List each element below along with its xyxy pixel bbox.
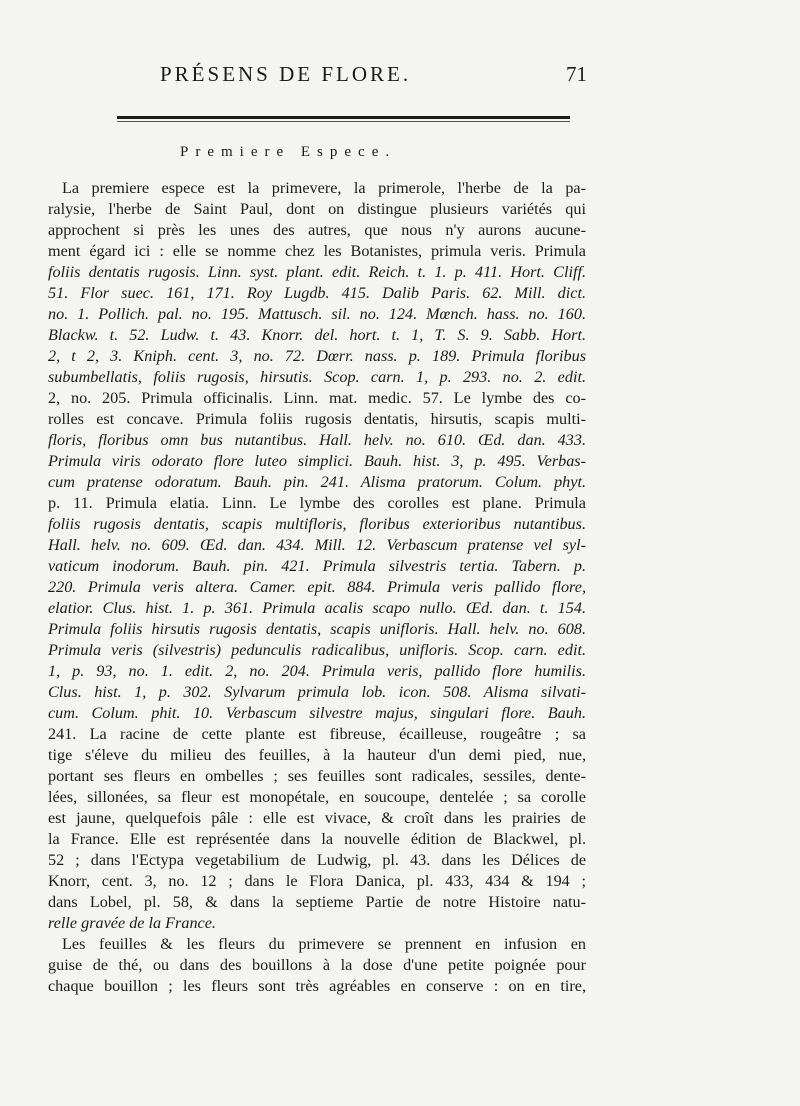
text-line: dans Lobel, pl. 58, & dans la septieme Partie de notre Histoire natu- bbox=[48, 893, 586, 911]
text-line: guise de thé, ou dans des bouillons à la dose d'une petite poignée pour bbox=[48, 956, 586, 974]
text-line: cum pratense odoratum. Bauh. pin. 241. Alisma pratorum. Colum. phyt. bbox=[48, 473, 586, 491]
text-line: p. 11. Primula elatia. Linn. Le lymbe des corolles est plane. Primula bbox=[48, 494, 586, 512]
text-line: 52 ; dans l'Ectypa vegetabilium de Ludwig, pl. 43. dans les Délices de bbox=[48, 851, 586, 869]
text-line: foliis dentatis rugosis. Linn. syst. plant. edit. Reich. t. 1. p. 411. Hort. Cliff. bbox=[48, 263, 586, 281]
text-line: Clus. hist. 1, p. 302. Sylvarum primula lob. icon. 508. Alisma silvati- bbox=[48, 683, 586, 701]
text-line: Primula viris odorato flore luteo simplici. Bauh. hist. 3, p. 495. Verbas- bbox=[48, 452, 586, 470]
text-line: cum. Colum. phit. 10. Verbascum silvestre majus, singulari flore. Bauh. bbox=[48, 704, 586, 722]
text-line: lées, sillonées, sa fleur est monopétale, en soucoupe, dentelée ; sa corolle bbox=[48, 788, 586, 806]
text-line: Knorr, cent. 3, no. 12 ; dans le Flora Danica, pl. 433, 434 & 194 ; bbox=[48, 872, 586, 890]
text-line: elatior. Clus. hist. 1. p. 361. Primula acalis scapo nullo. Œd. dan. t. 154. bbox=[48, 599, 586, 617]
text-line: 2, t 2, 3. Kniph. cent. 3, no. 72. Dœrr. nass. p. 189. Primula floribus bbox=[48, 347, 586, 365]
header-rule bbox=[117, 116, 570, 119]
text-line: ment égard ici : elle se nomme chez les Botanistes, primula veris. Primula bbox=[48, 242, 586, 260]
text-line: relle gravée de la France. bbox=[48, 914, 216, 932]
text-line: Primula foliis hirsutis rugosis dentatis, scapis unifloris. Hall. helv. no. 608. bbox=[48, 620, 586, 638]
text-line: 1, p. 93, no. 1. edit. 2, no. 204. Primula veris, pallido flore humilis. bbox=[48, 662, 586, 680]
text-line: Hall. helv. no. 609. Œd. dan. 434. Mill. 12. Verbascum pratense vel syl- bbox=[48, 536, 586, 554]
running-head bbox=[0, 62, 800, 92]
text-line: 2, no. 205. Primula officinalis. Linn. mat. medic. 57. Le lymbe des co- bbox=[48, 389, 586, 407]
section-heading: Premiere Espece. bbox=[180, 144, 397, 160]
text-line: La premiere espece est la primevere, la primerole, l'herbe de la pa- bbox=[62, 179, 586, 197]
text-line: 220. Primula veris altera. Camer. epit. 884. Primula veris pallido flore, bbox=[48, 578, 586, 596]
text-line: rolles est concave. Primula foliis rugosis dentatis, hirsutis, scapis multi- bbox=[48, 410, 586, 428]
body-text bbox=[48, 178, 586, 997]
running-title: PRÉSENS DE FLORE. bbox=[160, 62, 412, 86]
text-line: chaque bouillon ; les fleurs sont très agréables en conserve : on en tire, bbox=[48, 977, 586, 995]
header-rule-thin bbox=[117, 121, 570, 122]
text-line: ralysie, l'herbe de Saint Paul, dont on distingue plusieurs variétés qui bbox=[48, 200, 586, 218]
text-line: foliis rugosis dentatis, scapis multifloris, floribus exterioribus nutantibus. bbox=[48, 515, 586, 533]
text-line: Blackw. t. 52. Ludw. t. 43. Knorr. del. hort. t. 1, T. S. 9. Sabb. Hort. bbox=[48, 326, 586, 344]
text-line: tige s'éleve du milieu des feuilles, à la hauteur d'un demi pied, nue, bbox=[48, 746, 586, 764]
text-line: Les feuilles & les fleurs du primevere se prennent en infusion en bbox=[62, 935, 586, 953]
page-number: 71 bbox=[566, 62, 587, 86]
text-line: est jaune, quelquefois pâle : elle est vivace, & croît dans les prairies de bbox=[48, 809, 586, 827]
text-line: 51. Flor suec. 161, 171. Roy Lugdb. 415. Dalib Paris. 62. Mill. dict. bbox=[48, 284, 586, 302]
text-line: 241. La racine de cette plante est fibreuse, écailleuse, rougeâtre ; sa bbox=[48, 725, 586, 743]
text-line: approchent si près les unes des autres, que nous n'y aurons aucune- bbox=[48, 221, 586, 239]
text-line: subumbellatis, foliis rugosis, hirsutis. Scop. carn. 1, p. 293. no. 2. edit. bbox=[48, 368, 586, 386]
text-line: no. 1. Pollich. pal. no. 195. Mattusch. sil. no. 124. Mœnch. hass. no. 160. bbox=[48, 305, 586, 323]
text-line: portant ses fleurs en ombelles ; ses feuilles sont radicales, sessiles, dente- bbox=[48, 767, 586, 785]
text-line: vaticum inodorum. Bauh. pin. 421. Primula silvestris tertia. Tabern. p. bbox=[48, 557, 586, 575]
text-line: la France. Elle est représentée dans la nouvelle édition de Blackwel, pl. bbox=[48, 830, 586, 848]
text-line: floris, floribus omn bus nutantibus. Hall. helv. no. 610. Œd. dan. 433. bbox=[48, 431, 586, 449]
text-line: Primula veris (silvestris) pedunculis radicalibus, unifloris. Scop. carn. edit. bbox=[48, 641, 586, 659]
